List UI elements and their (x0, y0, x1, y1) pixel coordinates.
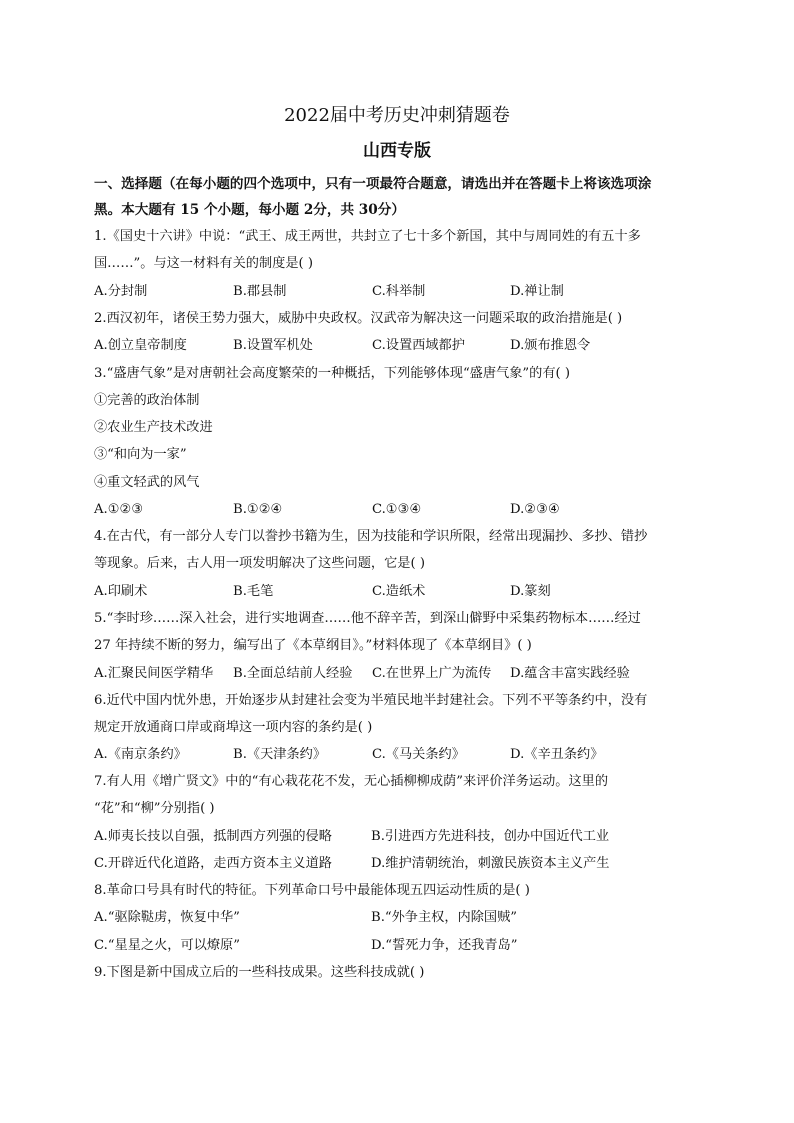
q4-option-c: C.造纸术 (372, 584, 426, 599)
q7-option-c: C.开辟近代化道路，走西方资本主义道路 (94, 856, 332, 871)
page-subtitle: 山西专版 (363, 141, 431, 161)
question-8: 8.革命口号具有时代的特征。下列革命口号中最能体现五四运动性质的是( ) (94, 883, 530, 898)
question-4: 4.在古代，有一部分人专门以誊抄书籍为生，因为技能和学识所限，经常出现漏抄、多抄、错抄 (94, 529, 648, 544)
q3-option-b: B.①②④ (233, 502, 283, 517)
question-5-cont: 27 年持续不断的努力，编写出了《本草纲目》。”材料体现了《本草纲目》( ) (94, 638, 532, 653)
q6-option-b: B.《天津条约》 (233, 747, 327, 762)
question-6-cont: 规定开放通商口岸或商埠这一项内容的条约是( ) (94, 720, 373, 735)
q3-option-d: D.②③④ (510, 502, 560, 517)
q3-item-1: ①完善的政治体制 (94, 393, 200, 408)
question-7: 7.有人用《增广贤文》中的“有心栽花花不发，无心插柳柳成荫”来评价洋务运动。这里的 (94, 774, 608, 789)
q5-option-b: B.全面总结前人经验 (233, 666, 353, 681)
section-heading-cont: 黑。本大题有 15 个小题，每小题 2分，共 30分） (94, 202, 405, 218)
section-heading: 一、选择题（在每小题的四个选项中，只有一项最符合题意，请选出并在答题卡上将该选项涂 (94, 176, 652, 192)
q1-option-d: D.禅让制 (510, 284, 564, 299)
question-5: 5.“李时珍……深入社会，进行实地调查……他不辞辛苦，到深山僻野中采集药物标本……经过 (94, 611, 641, 626)
question-2: 2.西汉初年，诸侯王势力强大，威胁中央政权。汉武帝为解决这一问题采取的政治措施是( ) (94, 311, 623, 326)
q8-option-c: C.“星星之火，可以燎原” (94, 938, 240, 953)
q3-item-2: ②农业生产技术改进 (94, 420, 213, 435)
q4-option-a: A.印刷术 (94, 584, 148, 599)
q6-option-c: C.《马关条约》 (372, 747, 465, 762)
q3-item-3: ③“和向为一家” (94, 447, 187, 462)
q7-option-b: B.引进西方先进科技，创办中国近代工业 (371, 829, 610, 844)
q6-option-a: A.《南京条约》 (94, 747, 187, 762)
question-4-cont: 等现象。后来，古人用一项发明解决了这些问题，它是( ) (94, 556, 425, 571)
q2-option-a: A.创立皇帝制度 (94, 338, 187, 353)
q7-option-a: A.师夷长技以自强，抵制西方列强的侵略 (94, 829, 332, 844)
q8-option-a: A.“驱除鞑虏，恢复中华” (94, 910, 240, 925)
q7-option-d: D.维护清朝统治，刺激民族资本主义产生 (371, 856, 610, 871)
question-1: 1.《国史十六讲》中说：“武王、成王两世，共封立了七十多个新国，其中与周同姓的有五十多 (94, 229, 641, 244)
question-1-cont: 国……”。与这一材料有关的制度是( ) (94, 256, 314, 271)
q1-option-c: C.科举制 (372, 284, 426, 299)
page-title: 2022届中考历史冲刺猜题卷 (284, 105, 510, 126)
question-6: 6.近代中国内忧外患，开始逐步从封建社会变为半殖民地半封建社会。下列不平等条约中，没有 (94, 693, 648, 708)
q4-option-b: B.毛笔 (233, 584, 274, 599)
question-9: 9.下图是新中国成立后的一些科技成果。这些科技成就( ) (94, 965, 425, 980)
q5-option-c: C.在世界上广为流传 (372, 666, 492, 681)
q8-option-b: B.“外争主权，内除国贼” (371, 910, 518, 925)
q3-option-c: C.①③④ (372, 502, 422, 517)
q2-option-d: D.颁布推恩令 (510, 338, 591, 353)
q1-option-a: A.分封制 (94, 284, 148, 299)
q6-option-d: D.《辛丑条约》 (510, 747, 604, 762)
q5-option-d: D.蕴含丰富实践经验 (510, 666, 630, 681)
q2-option-b: B.设置军机处 (233, 338, 313, 353)
question-7-cont: “花”和“柳”分别指( ) (94, 801, 215, 816)
q3-item-4: ④重文轻武的风气 (94, 475, 200, 490)
q8-option-d: D.“誓死力争，还我青岛” (371, 938, 518, 953)
q4-option-d: D.篆刻 (510, 584, 551, 599)
question-3: 3.“盛唐气象”是对唐朝社会高度繁荣的一种概括，下列能够体现“盛唐气象”的有( ) (94, 366, 571, 381)
q5-option-a: A.汇聚民间医学精华 (94, 666, 214, 681)
q3-option-a: A.①②③ (94, 502, 144, 517)
q2-option-c: C.设置西域都护 (372, 338, 465, 353)
q1-option-b: B.郡县制 (233, 284, 287, 299)
